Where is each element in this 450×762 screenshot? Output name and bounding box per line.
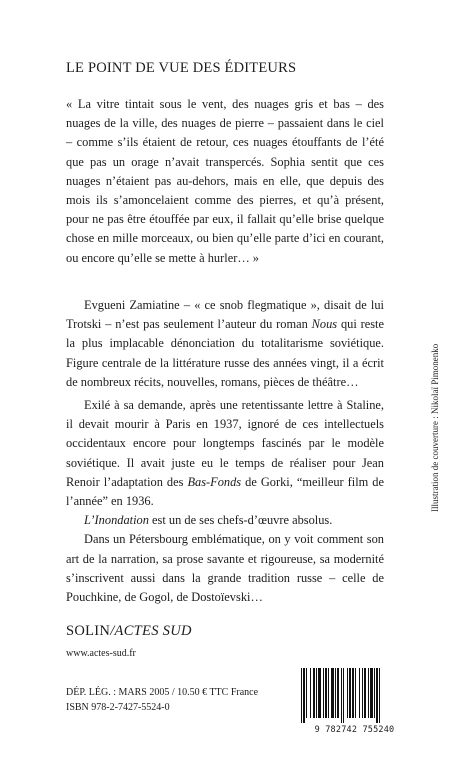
barcode-bar — [343, 668, 344, 723]
barcode-bar — [355, 668, 356, 718]
barcode-bar — [318, 668, 321, 718]
barcode-bar — [335, 668, 336, 718]
barcode-image — [297, 668, 412, 723]
paragraph-1-text-b: qui reste la plus implacable dénonciation du totalitarisme soviétique. Figure centrale de la littérature russe des années vingt, il a écrit de nombreux récits, nouvelles, romans, pièces de théâtre… — [66, 317, 384, 389]
isbn: ISBN 978-2-7427-5524-0 — [66, 702, 170, 713]
title-inondation: L’Inondation — [84, 513, 149, 528]
barcode-bar — [341, 668, 342, 723]
barcode-bar — [370, 668, 373, 718]
paragraph-3 — [66, 511, 384, 530]
legal-deposit: DÉP. LÉG. : MARS 2005 / 10.50 € TTC France — [66, 687, 259, 698]
title-bas-fonds: Bas-Fonds — [187, 474, 242, 489]
barcode-bar — [331, 668, 334, 718]
barcode-bar — [347, 668, 348, 718]
barcode-bar — [337, 668, 339, 718]
paragraph-2 — [66, 396, 384, 511]
publisher-solin: SOLIN — [66, 623, 111, 639]
publisher-website[interactable]: www.actes-sud.fr — [66, 648, 136, 659]
barcode-bar — [364, 668, 366, 718]
publisher-actes-sud: ACTES SUD — [114, 623, 192, 639]
barcode-bar — [303, 668, 305, 723]
publisher-logo — [66, 623, 192, 640]
barcode-bar — [313, 668, 315, 718]
paragraph-3-text: est un de ses chefs-d’œuvre absolus. — [148, 513, 333, 528]
barcode-bar — [368, 668, 369, 718]
paragraph-4: Dans un Pétersbourg emblématique, on y voit comment son art de la narration, sa prose savante et rigoureuse, sa modernité s’inscrivent aussi dans la grande tradition russe – celle de Pouchkine, de Gogol, de Dostoïevski… — [66, 532, 384, 605]
publisher-separator: / — [110, 623, 115, 639]
paragraph-1 — [66, 296, 384, 392]
barcode-bar — [325, 668, 327, 718]
barcode-bar — [306, 668, 307, 718]
barcode-bar — [379, 668, 380, 723]
barcode-bar — [374, 668, 375, 718]
barcode-bar — [316, 668, 317, 718]
excerpt-quote: « La vitre tintait sous le vent, des nuages gris et bas – des nuages de la ville, des nuages de pierre – passaient dans le ciel – comme s’ils étaient de retour, ces nuages étouffants de l’été que pas un orage n’avait transpercés. Sophia sentit que ces nuages n’étaient pas au-dehors, mais en elle, que depuis des mois ils s’amoncelaient comme des pierres, et qu’à présent, pour ne pas être étouffée par eux, il fallait qu’elle brise quelque chose en mille morceaux, ou bien qu’elle parte d’ici en courant, ou encore qu’elle se mette à hurler… » — [66, 97, 384, 265]
barcode-digits: 9 782742 755240 — [314, 725, 395, 735]
barcode-bar — [362, 668, 363, 718]
title-nous: Nous — [311, 317, 338, 332]
barcode-bar — [376, 668, 378, 723]
description-body — [66, 296, 384, 607]
legal-info — [66, 685, 258, 715]
barcode-bar — [352, 668, 354, 718]
barcode-bar — [328, 668, 329, 718]
barcode-bar — [323, 668, 324, 718]
barcode-bar — [310, 668, 311, 718]
paragraph-1-text-a: Evgueni Zamiatine – « ce snob flegmatique », disait de lui Trotski – n’est pas seulement l’auteur du roman — [66, 298, 384, 332]
barcode-bar — [349, 668, 351, 718]
paragraph-2-text-a: Exilé à sa demande, après une retentissante lettre à Staline, il devait mourir à Paris en 1937, ignoré de ces intellectuels occidentaux encore pour longtemps fascinés par le modèle soviétique. Il avait juste eu le temps de réaliser pour Jean Renoir l’adaptation des — [66, 398, 384, 489]
cover-credit-text: Illustration de couverture : Nikolaï Pimonenko — [430, 343, 440, 512]
barcode-bar — [301, 668, 302, 723]
page-heading: LE POINT DE VUE DES ÉDITEURS — [66, 60, 297, 76]
paragraph-2-text-b: de Gorki, “meilleur film de l’année” en 1936. — [66, 474, 384, 509]
barcode-bar — [359, 668, 360, 718]
